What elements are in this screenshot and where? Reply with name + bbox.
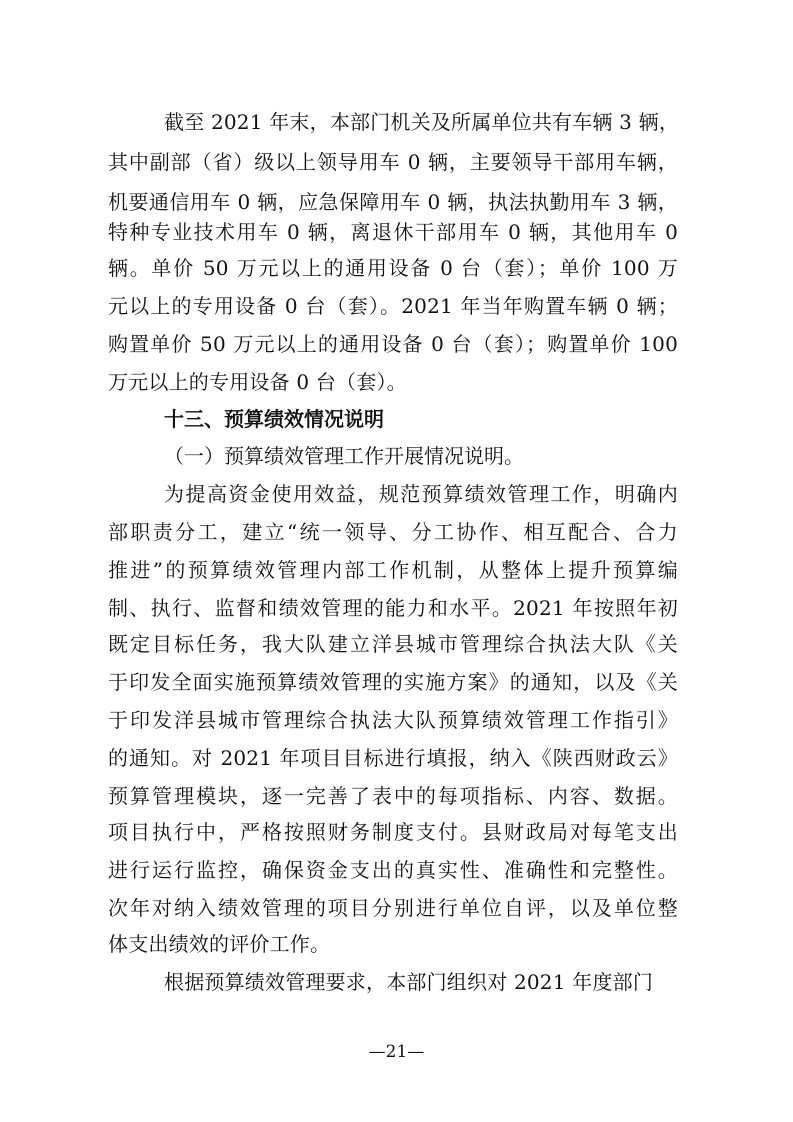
subsection-heading: （一）预算绩效管理工作开展情况说明。: [164, 444, 524, 468]
paragraph-line: 既定目标任务，我大队建立洋县城市管理综合执法大队《关: [108, 632, 678, 656]
paragraph-line: 次年对纳入绩效管理的项目分别进行单位自评，以及单位整: [108, 896, 678, 920]
paragraph-line: 预算管理模块，逐一完善了表中的每项指标、内容、数据。: [108, 784, 678, 808]
paragraph-line: 推进”的预算绩效管理内部工作机制，从整体上提升预算编: [108, 558, 678, 582]
paragraph-line: 根据预算绩效管理要求，本部门组织对 2021 年度部门: [164, 970, 654, 994]
paragraph-line: 的通知。对 2021 年项目目标进行填报，纳入《陕西财政云》: [108, 746, 678, 770]
paragraph-line: 万元以上的专用设备 0 台（套）。: [108, 370, 407, 394]
paragraph-line: 进行运行监控，确保资金支出的真实性、准确性和完整性。: [108, 858, 678, 882]
paragraph-line: 元以上的专用设备 0 台（套）。2021 年当年购置车辆 0 辆；: [108, 294, 678, 318]
paragraph-line: 于印发洋县城市管理综合执法大队预算绩效管理工作指引》: [108, 708, 678, 732]
paragraph-line: 截至 2021 年末，本部门机关及所属单位共有车辆 3 辆，: [164, 110, 680, 134]
paragraph-line: 于印发全面实施预算绩效管理的实施方案》的通知，以及《关: [108, 670, 678, 694]
paragraph-line: 机要通信用车 0 辆，应急保障用车 0 辆，执法执勤用车 3 辆，: [108, 190, 678, 214]
section-heading: 十三、预算绩效情况说明: [164, 407, 384, 431]
paragraph-line: 部职责分工，建立“统一领导、分工协作、相互配合、合力: [108, 520, 678, 544]
paragraph-line: 其中副部（省）级以上领导用车 0 辆，主要领导干部用车辆，: [108, 150, 678, 174]
paragraph-line: 制、执行、监督和绩效管理的能力和水平。2021 年按照年初: [108, 596, 678, 620]
paragraph-line: 特种专业技术用车 0 辆，离退休干部用车 0 辆，其他用车 0: [108, 220, 678, 244]
paragraph-line: 体支出绩效的评价工作。: [108, 932, 331, 956]
paragraph-line: 项目执行中，严格按照财务制度支付。县财政局对每笔支出: [108, 820, 678, 844]
page-number: —21—: [368, 1042, 425, 1062]
paragraph-line: 购置单价 50 万元以上的通用设备 0 台（套）；购置单价 100: [108, 332, 678, 356]
paragraph-line: 为提高资金使用效益，规范预算绩效管理工作，明确内: [164, 482, 678, 506]
paragraph-line: 辆。单价 50 万元以上的通用设备 0 台（套）；单价 100 万: [108, 256, 678, 280]
